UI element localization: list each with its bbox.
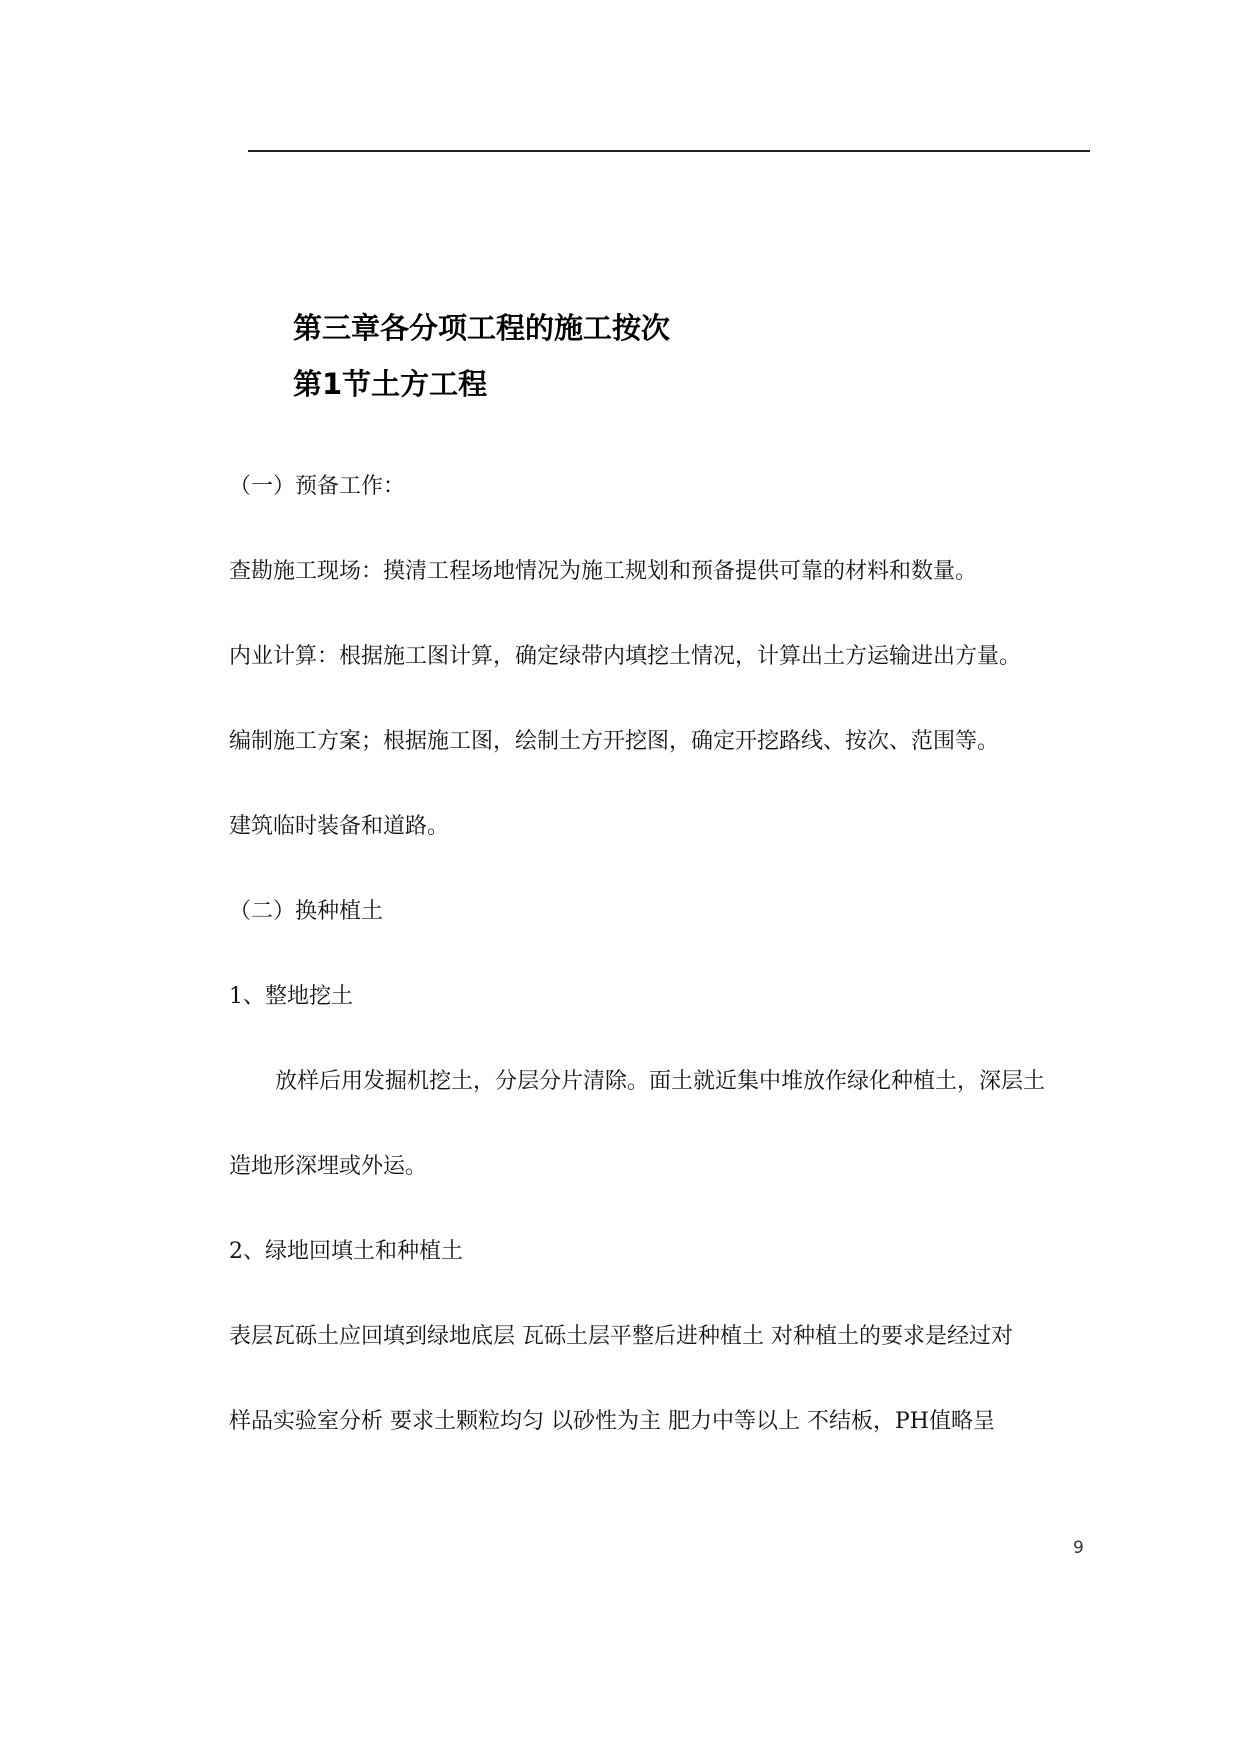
chapter-title: 第三章各分项工程的施工按次	[293, 311, 671, 345]
paragraph-prep-work-heading: （一）预备工作：	[229, 474, 406, 499]
header-rule	[248, 150, 1090, 152]
paragraph-backfill-heading: 2、绿地回填土和种植土	[229, 1239, 463, 1264]
paragraph-soil-replacement-heading: （二）换种植土	[229, 899, 384, 924]
paragraph-backfill-body: 表层瓦砾土应回填到绿地底层 瓦砾土层平整后进种植土 对种植土的要求是经过对	[229, 1324, 1013, 1349]
paragraph-construction-plan: 编制施工方案；根据施工图，绘制土方开挖图，确定开挖路线、按次、范围等。	[229, 729, 1000, 754]
paragraph-temporary-facilities: 建筑临时装备和道路。	[229, 814, 450, 839]
section-title: 第1节土方工程	[293, 367, 488, 401]
paragraph-excavation-heading: 1、整地挖土	[229, 984, 353, 1009]
paragraph-calculation: 内业计算：根据施工图计算，确定绿带内填挖土情况，计算出土方运输进出方量。	[229, 644, 1022, 669]
paragraph-excavation-body-cont: 造地形深埋或外运。	[229, 1154, 428, 1179]
page-number: 9	[1073, 1538, 1084, 1558]
paragraph-site-survey: 查勘施工现场：摸清工程场地情况为施工规划和预备提供可靠的材料和数量。	[229, 559, 978, 584]
paragraph-backfill-body-cont: 样品实验室分析 要求土颗粒均匀 以砂性为主 肥力中等以上 不结板，PH值略呈	[229, 1409, 995, 1434]
paragraph-excavation-body: 放样后用发掘机挖土，分层分片清除。面土就近集中堆放作绿化种植土，深层土	[275, 1069, 1046, 1094]
